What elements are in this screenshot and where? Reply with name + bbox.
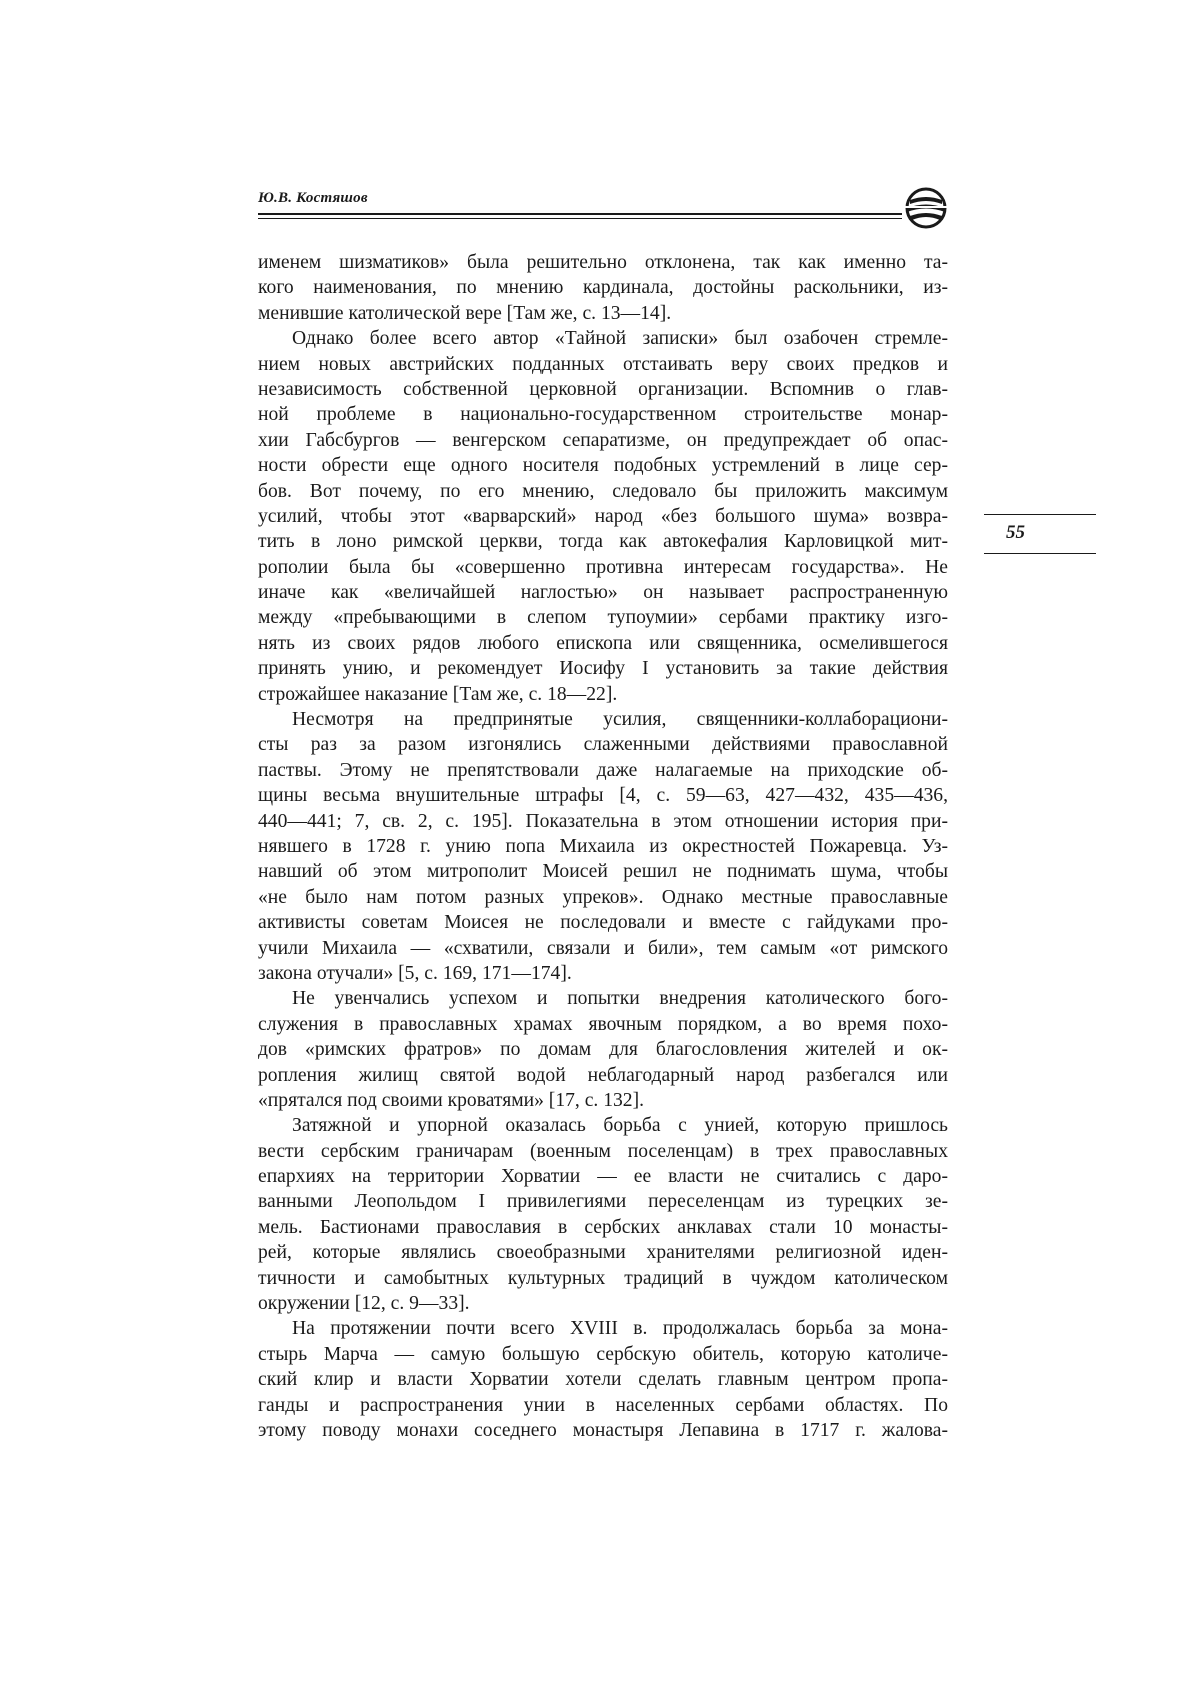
paragraph (258, 986, 948, 1113)
text-line: Несмотря на предпринятые усилия, священники-коллаборациони- (292, 709, 948, 731)
text-line: усилий, чтобы этот «варварский» народ «без большого шума» возвра- (258, 505, 948, 527)
text-line: ванными Леопольдом I привилегиями переселенцам из турецких зе- (258, 1191, 948, 1213)
text-line: 440—441; 7, св. 2, с. 195]. Показательна в этом отношении история при- (258, 810, 948, 832)
text-line: сты раз за разом изгонялись слаженными действиями православной (258, 734, 948, 756)
text-line: ности обрести еще одного носителя подобных устремлений в лице сер- (258, 455, 948, 477)
text-line: нять из своих рядов любого епископа или священника, осмелившегося (258, 632, 948, 654)
text-line: ганды и распространения унии в населенных сербами областях. По (258, 1394, 948, 1416)
text-line: рей, которые являлись своеобразными хранителями религиозной иден- (258, 1242, 948, 1264)
paragraph (258, 1316, 948, 1443)
paragraph (258, 250, 948, 326)
text-line: ной проблеме в национально-государственном строительстве монар- (258, 404, 948, 426)
text-line: менившие католической вере [Там же, с. 13—14]. (258, 302, 672, 324)
text-line: щины весьма внушительные штрафы [4, с. 59—63, 427—432, 435—436, (258, 785, 948, 807)
running-head-author: Ю.В. Костяшов (258, 190, 368, 206)
page-number: 55 (1006, 522, 1025, 543)
text-line: тичности и самобытных культурных традиций в чуждом католическом (258, 1267, 948, 1289)
text-line: Не увенчались успехом и попытки внедрения католического бого- (292, 988, 948, 1010)
text-line: На протяжении почти всего XVIII в. продолжалась борьба за мона- (292, 1318, 948, 1340)
header-rule-thin (258, 218, 902, 219)
page-number-rule-top (984, 514, 1096, 515)
text-line: независимость собственной церковной организации. Вспомнив о глав- (258, 378, 948, 400)
text-line: активисты советам Моисея не последовали и вместе с гайдуками про- (258, 912, 948, 934)
publisher-logo-icon (902, 186, 950, 230)
text-line: навший об этом митрополит Моисей решил не поднимать шума, чтобы (258, 861, 948, 883)
text-line: этому поводу монахи соседнего монастыря Лепавина в 1717 г. жалова- (258, 1419, 948, 1441)
text-line: ский клир и власти Хорватии хотели сделать главным центром пропа- (258, 1369, 948, 1391)
paragraph (258, 326, 948, 707)
text-line: принять унию, и рекомендует Иосифу I установить за такие действия (258, 658, 948, 680)
text-line: паствы. Этому не препятствовали даже налагаемые на приходские об- (258, 759, 948, 781)
body-text (258, 250, 948, 1443)
text-line: именем шизматиков» была решительно отклонена, так как именно та- (258, 252, 948, 273)
text-line: хии Габсбургов — венгерском сепаратизме, он предупреждает об опас- (258, 429, 948, 451)
header-rule-thick (258, 213, 902, 215)
text-line: ропления жилищ святой водой неблагодарный народ разбегался или (258, 1064, 948, 1086)
text-line: епархиях на территории Хорватии — ее власти не считались с даро- (258, 1166, 948, 1188)
text-line: бов. Вот почему, по его мнению, следовало бы приложить максимум (258, 480, 948, 502)
text-line: «прятался под своими кроватями» [17, с. 132]. (258, 1089, 645, 1111)
paragraph (258, 707, 948, 986)
text-line: тить в лоно римской церкви, тогда как автокефалия Карловицкой мит- (258, 531, 948, 553)
paragraph (258, 1113, 948, 1316)
text-line: закона отучали» [5, с. 169, 171—174]. (258, 962, 572, 984)
page-number-rule-bottom (984, 553, 1096, 554)
text-line: рополии была бы «совершенно противна интересам государства». Не (258, 556, 948, 578)
text-line: строжайшее наказание [Там же, с. 18—22]. (258, 683, 618, 705)
text-line: Однако более всего автор «Тайной записки» был озабочен стремле- (292, 328, 948, 350)
text-line: дов «римских фратров» по домам для благословления жителей и ок- (258, 1039, 948, 1061)
text-line: нием новых австрийских подданных отстаивать веру своих предков и (258, 353, 948, 375)
text-line: иначе как «величайшей наглостью» он называет распространенную (258, 582, 948, 604)
text-line: стырь Марча — самую большую сербскую обитель, которую католиче- (258, 1343, 948, 1365)
text-line: «не было нам потом разных упреков». Однако местные православные (258, 886, 948, 908)
text-line: учили Михаила — «схватили, связали и били», тем самым «от римского (258, 937, 948, 959)
text-line: вести сербским граничарам (военным поселенцам) в трех православных (258, 1140, 948, 1162)
page-number-box (984, 514, 1096, 554)
text-line: кого наименования, по мнению кардинала, достойны раскольники, из- (258, 277, 948, 299)
text-line: окружении [12, с. 9—33]. (258, 1293, 470, 1315)
text-line: мель. Бастионами православия в сербских анклавах стали 10 монасты- (258, 1216, 948, 1238)
text-line: Затяжной и упорной оказалась борьба с унией, которую пришлось (292, 1115, 948, 1137)
text-line: служения в православных храмах явочным порядком, а во время похо- (258, 1013, 948, 1035)
text-line: между «пребывающими в слепом тупоумии» сербами практику изго- (258, 607, 948, 629)
text-line: нявшего в 1728 г. унию попа Михаила из окрестностей Пожаревца. Уз- (258, 835, 948, 857)
